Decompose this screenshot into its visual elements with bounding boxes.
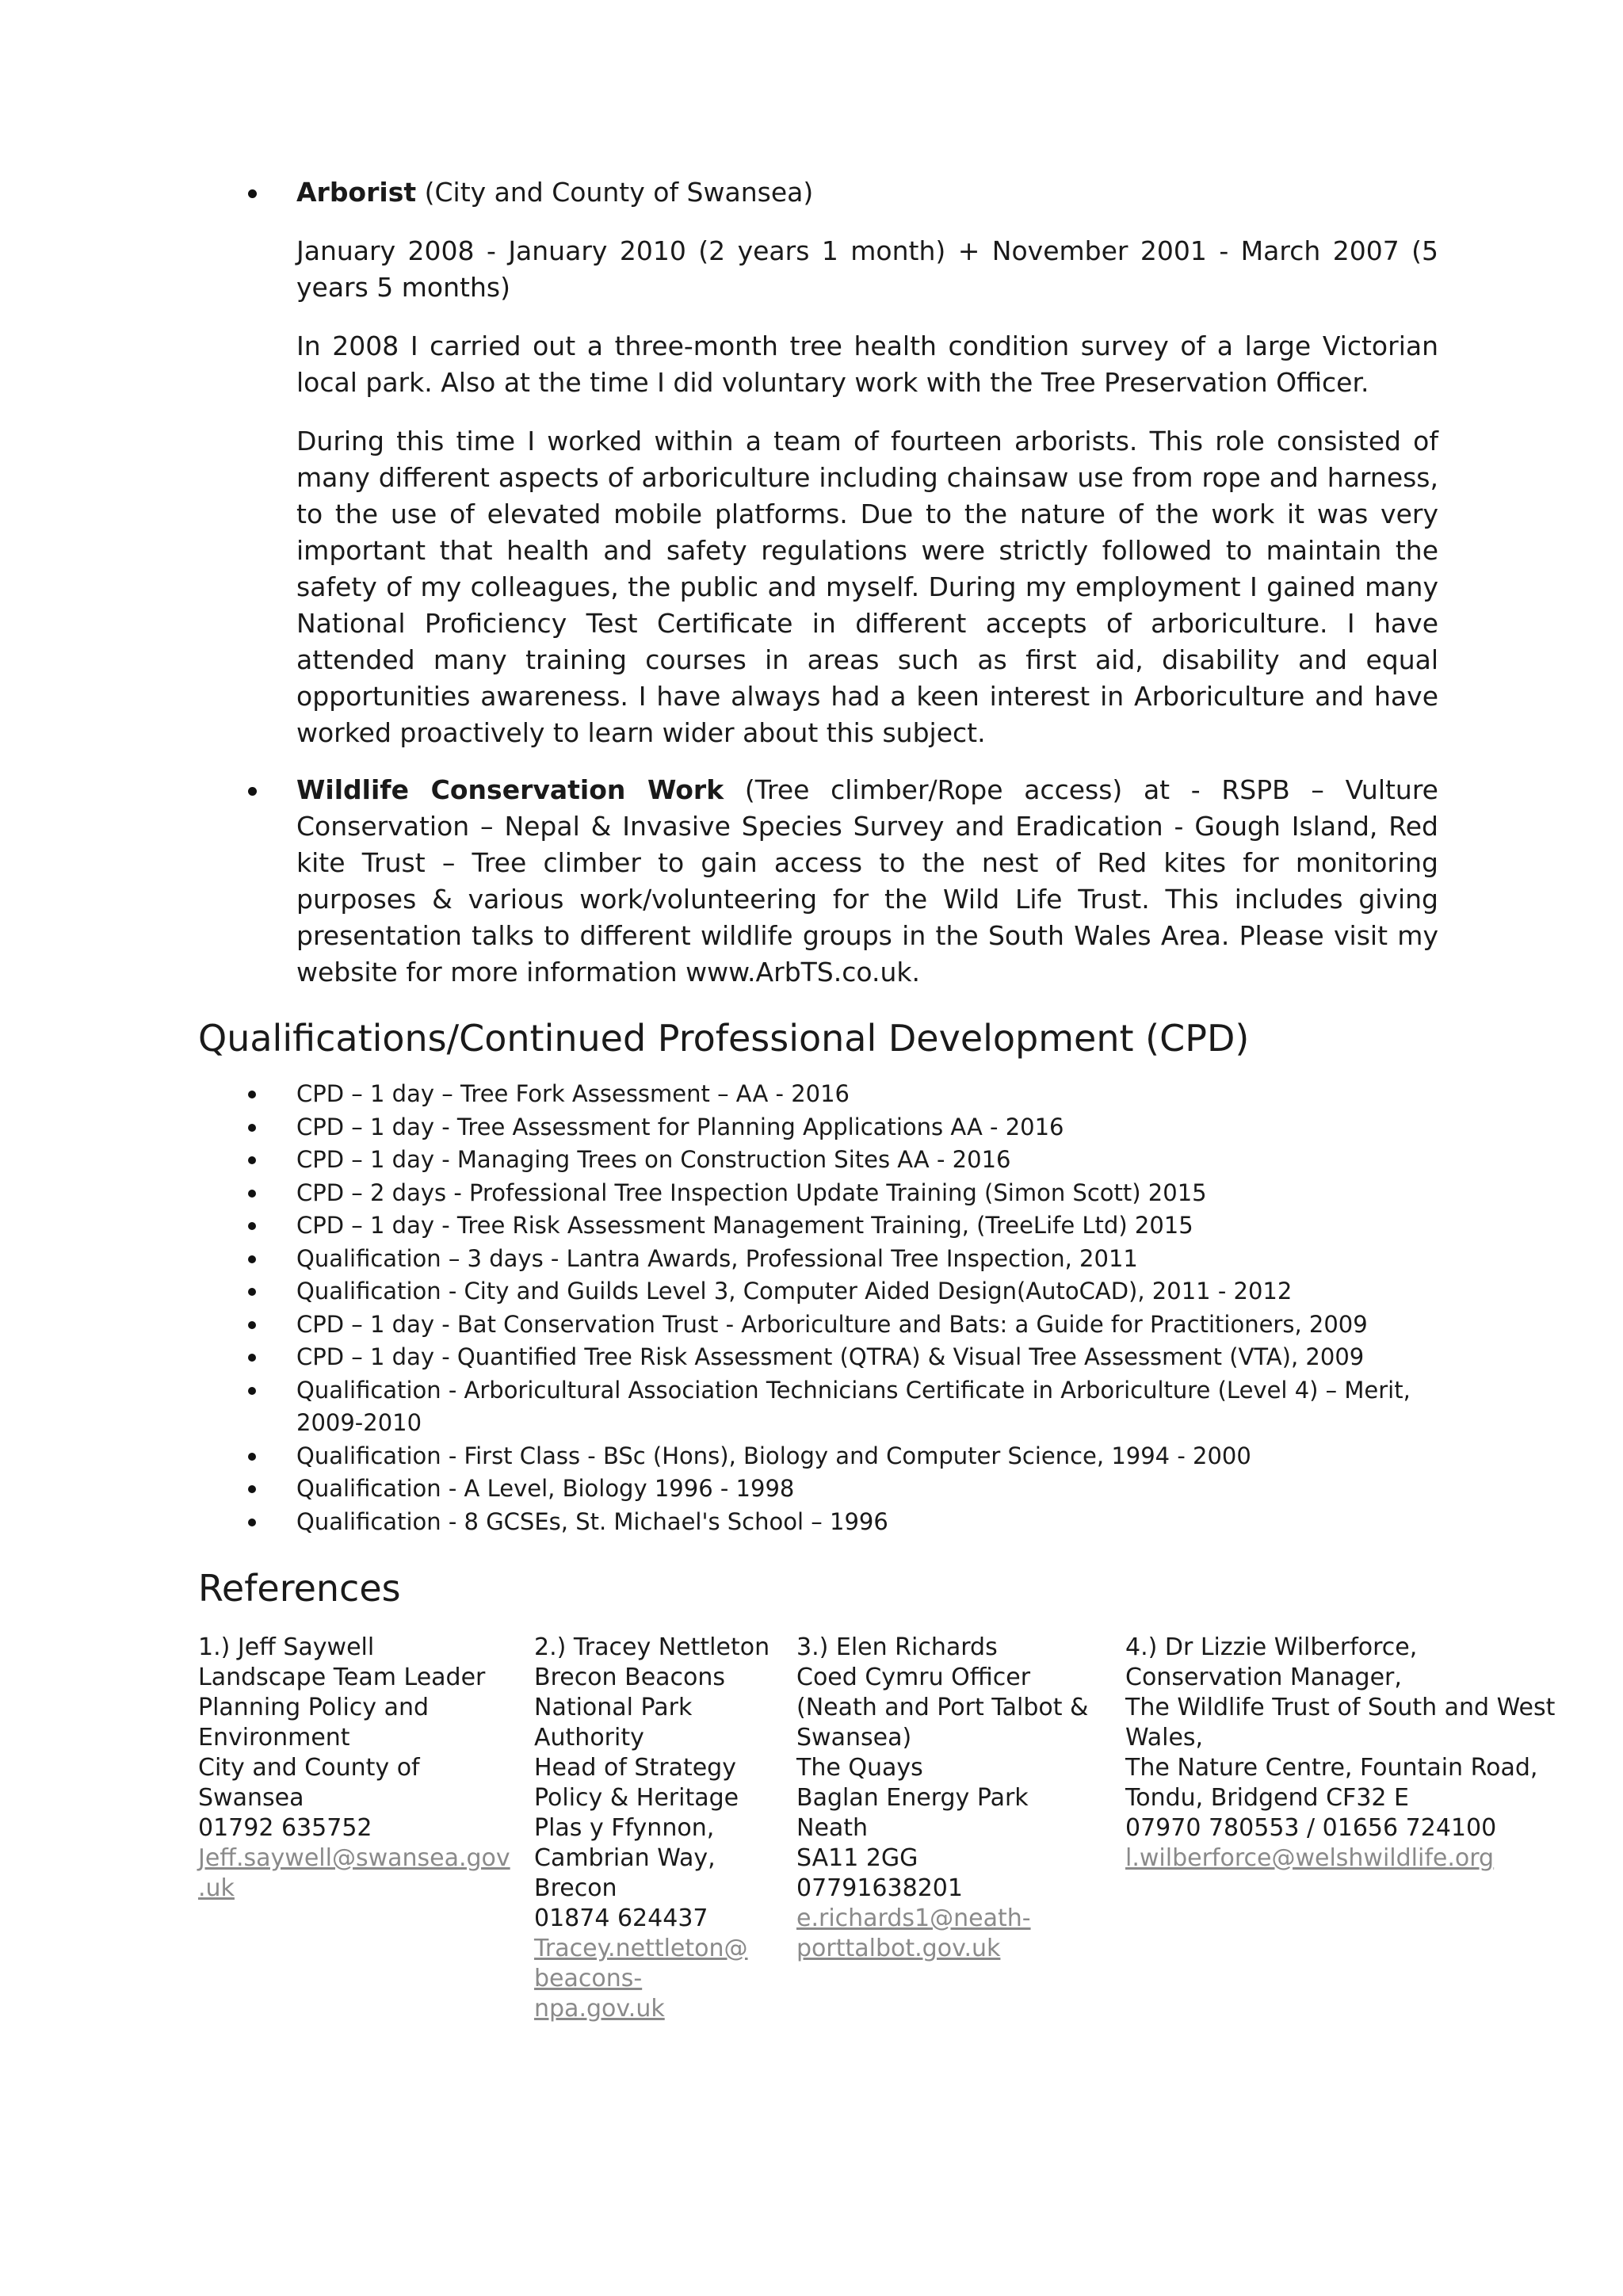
reference-line: Head of Strategy [534,1754,736,1782]
reference-email-link[interactable]: Tracey.nettleton@ [534,1935,748,1962]
reference-line: National Park [534,1694,693,1721]
reference-line: 3.) Elen Richards [796,1633,998,1661]
bullet-icon [248,1091,256,1098]
reference-phone: 01792 635752 [198,1814,372,1842]
reference-phone: 07970 780553 / 01656 724100 [1125,1814,1497,1842]
bullet-icon [248,787,257,796]
bullet-icon [248,1519,256,1526]
reference-line: Neath [796,1814,869,1842]
reference-phone: 01874 624437 [534,1904,708,1932]
reference-line: 4.) Dr Lizzie Wilberforce, [1125,1633,1418,1661]
list-item: Qualification - 8 GCSEs, St. Michael's School – 1996 [198,1506,1466,1539]
reference-email-link[interactable]: Jeff.saywell@swansea.gov [198,1844,510,1872]
reference-line: (Neath and Port Talbot & [796,1694,1089,1721]
experience-paragraph: In 2008 I carried out a three-month tree health condition survey of a large Victorian local park. Also at the time I did voluntary work with the Tree Preservation Officer. [296,330,1438,398]
reference-line: Swansea) [796,1724,912,1752]
list-item: CPD – 1 day - Tree Assessment for Planning Applications AA - 2016 [198,1111,1466,1144]
reference-line: The Wildlife Trust of South and West [1125,1694,1556,1721]
reference-line: Cambrian Way, [534,1844,716,1872]
bullet-icon [248,1354,256,1362]
reference-2 [534,1633,769,2024]
reference-line: Wales, [1125,1724,1204,1752]
reference-line: The Nature Centre, Fountain Road, [1125,1754,1538,1782]
bullet-icon [248,1485,256,1493]
references-heading: References [198,1567,401,1610]
bullet-icon [248,1190,256,1198]
reference-4 [1125,1633,1555,1874]
experience-arborist [198,174,1438,774]
qualifications-list [198,1078,1466,1538]
reference-line: Tondu, Bridgend CF32 E [1125,1784,1409,1812]
bullet-icon [248,1222,256,1230]
bullet-icon [248,189,257,198]
reference-email-link[interactable]: .uk [198,1874,235,1902]
list-item: Qualification - City and Guilds Level 3, Computer Aided Design(AutoCAD), 2011 - 2012 [198,1275,1466,1308]
job-title: Arborist [296,177,417,208]
bullet-icon [248,1124,256,1132]
bullet-icon [248,1288,256,1296]
bullet-icon [248,1156,256,1164]
bullet-icon [248,1321,256,1329]
reference-email-link[interactable]: beacons- [534,1965,643,1992]
reference-email-link[interactable]: e.richards1@neath- [796,1904,1031,1932]
reference-line: 2.) Tracey Nettleton [534,1633,770,1661]
list-item: Qualification - A Level, Biology 1996 - 1998 [198,1473,1466,1506]
reference-phone: 07791638201 [796,1874,963,1902]
reference-email-link[interactable]: porttalbot.gov.uk [796,1935,1001,1962]
list-item: Qualification - First Class - BSc (Hons), Biology and Computer Science, 1994 - 2000 [198,1440,1466,1473]
reference-line: Coed Cymru Officer [796,1664,1031,1691]
list-item: CPD – 1 day - Bat Conservation Trust - Arboriculture and Bats: a Guide for Practitioners, 2009 [198,1308,1466,1342]
experience-heading [296,174,1438,211]
job-description: (Tree climber/Rope access) at - RSPB – Vulture Conservation – Nepal & Invasive Species Survey and Eradication - Gough Island, Red kite Trust – Tree climber to gain access to the nest of Red kites for monitoring purposes & various work/volunteering for the Wild Life Trust. This includes giving presentation talks to different wildlife groups in the South Wales Area. Please visit my website for more information www.ArbTS.co.uk. [296,774,1438,988]
reference-1 [198,1633,510,1904]
reference-line: The Quays [796,1754,923,1782]
reference-line: City and County of [198,1754,420,1782]
experience-wildlife [198,772,1438,1013]
reference-line: Brecon [534,1874,617,1902]
reference-3 [796,1633,1088,1964]
list-item: CPD – 1 day - Tree Risk Assessment Management Training, (TreeLife Ltd) 2015 [198,1209,1466,1243]
list-item: CPD – 1 day - Quantified Tree Risk Assessment (QTRA) & Visual Tree Assessment (VTA), 2009 [198,1341,1466,1374]
bullet-icon [248,1387,256,1395]
experience-paragraph [296,772,1438,991]
bullet-icon [248,1255,256,1263]
list-item: CPD – 1 day – Tree Fork Assessment – AA - 2016 [198,1078,1466,1111]
qualifications-heading: Qualifications/Continued Professional Development (CPD) [198,1017,1250,1060]
experience-paragraph: During this time I worked within a team of fourteen arborists. This role consisted of many different aspects of arboriculture including chainsaw use from rope and harness, to the use of elevated mobile platforms. Due to the nature of the work it was very important that health and safety regulations were strictly followed to maintain the safety of my colleagues, the public and myself. During my employment I gained many National Proficiency Test Certificate in different accepts of arboriculture. I have attended many training courses in areas such as first aid, disability and equal opportunities awareness. I have always had a keen interest in Arboriculture and have worked proactively to learn wider about this subject. [296,426,1438,748]
list-item: Qualification - Arboricultural Association Technicians Certificate in Arboriculture (Level 4) – Merit, 2009-2010 [198,1374,1414,1440]
reference-line: Environment [198,1724,350,1752]
reference-email-link[interactable]: npa.gov.uk [534,1995,665,2023]
list-item: CPD – 2 days - Professional Tree Inspection Update Training (Simon Scott) 2015 [198,1177,1466,1210]
reference-line: Baglan Energy Park [796,1784,1029,1812]
employer: (City and County of Swansea) [416,177,814,208]
bullet-icon [248,1453,256,1461]
reference-line: 1.) Jeff Saywell [198,1633,375,1661]
reference-line: Plas y Ffynnon, [534,1814,715,1842]
list-item: CPD – 1 day - Managing Trees on Construction Sites AA - 2016 [198,1144,1466,1177]
reference-line: Landscape Team Leader [198,1664,486,1691]
job-title: Wildlife Conservation Work [296,774,724,805]
employment-dates: January 2008 - January 2010 (2 years 1 month) + November 2001 - March 2007 (5 years 5 months) [296,235,1438,303]
reference-line: Policy & Heritage [534,1784,739,1812]
reference-line: Authority [534,1724,644,1752]
reference-line: Swansea [198,1784,304,1812]
reference-line: Brecon Beacons [534,1664,726,1691]
reference-line: SA11 2GG [796,1844,918,1872]
reference-line: Conservation Manager, [1125,1664,1402,1691]
list-item: Qualification – 3 days - Lantra Awards, Professional Tree Inspection, 2011 [198,1243,1466,1276]
reference-line: Planning Policy and [198,1694,430,1721]
reference-email-link[interactable]: l.wilberforce@welshwildlife.org [1125,1844,1495,1872]
